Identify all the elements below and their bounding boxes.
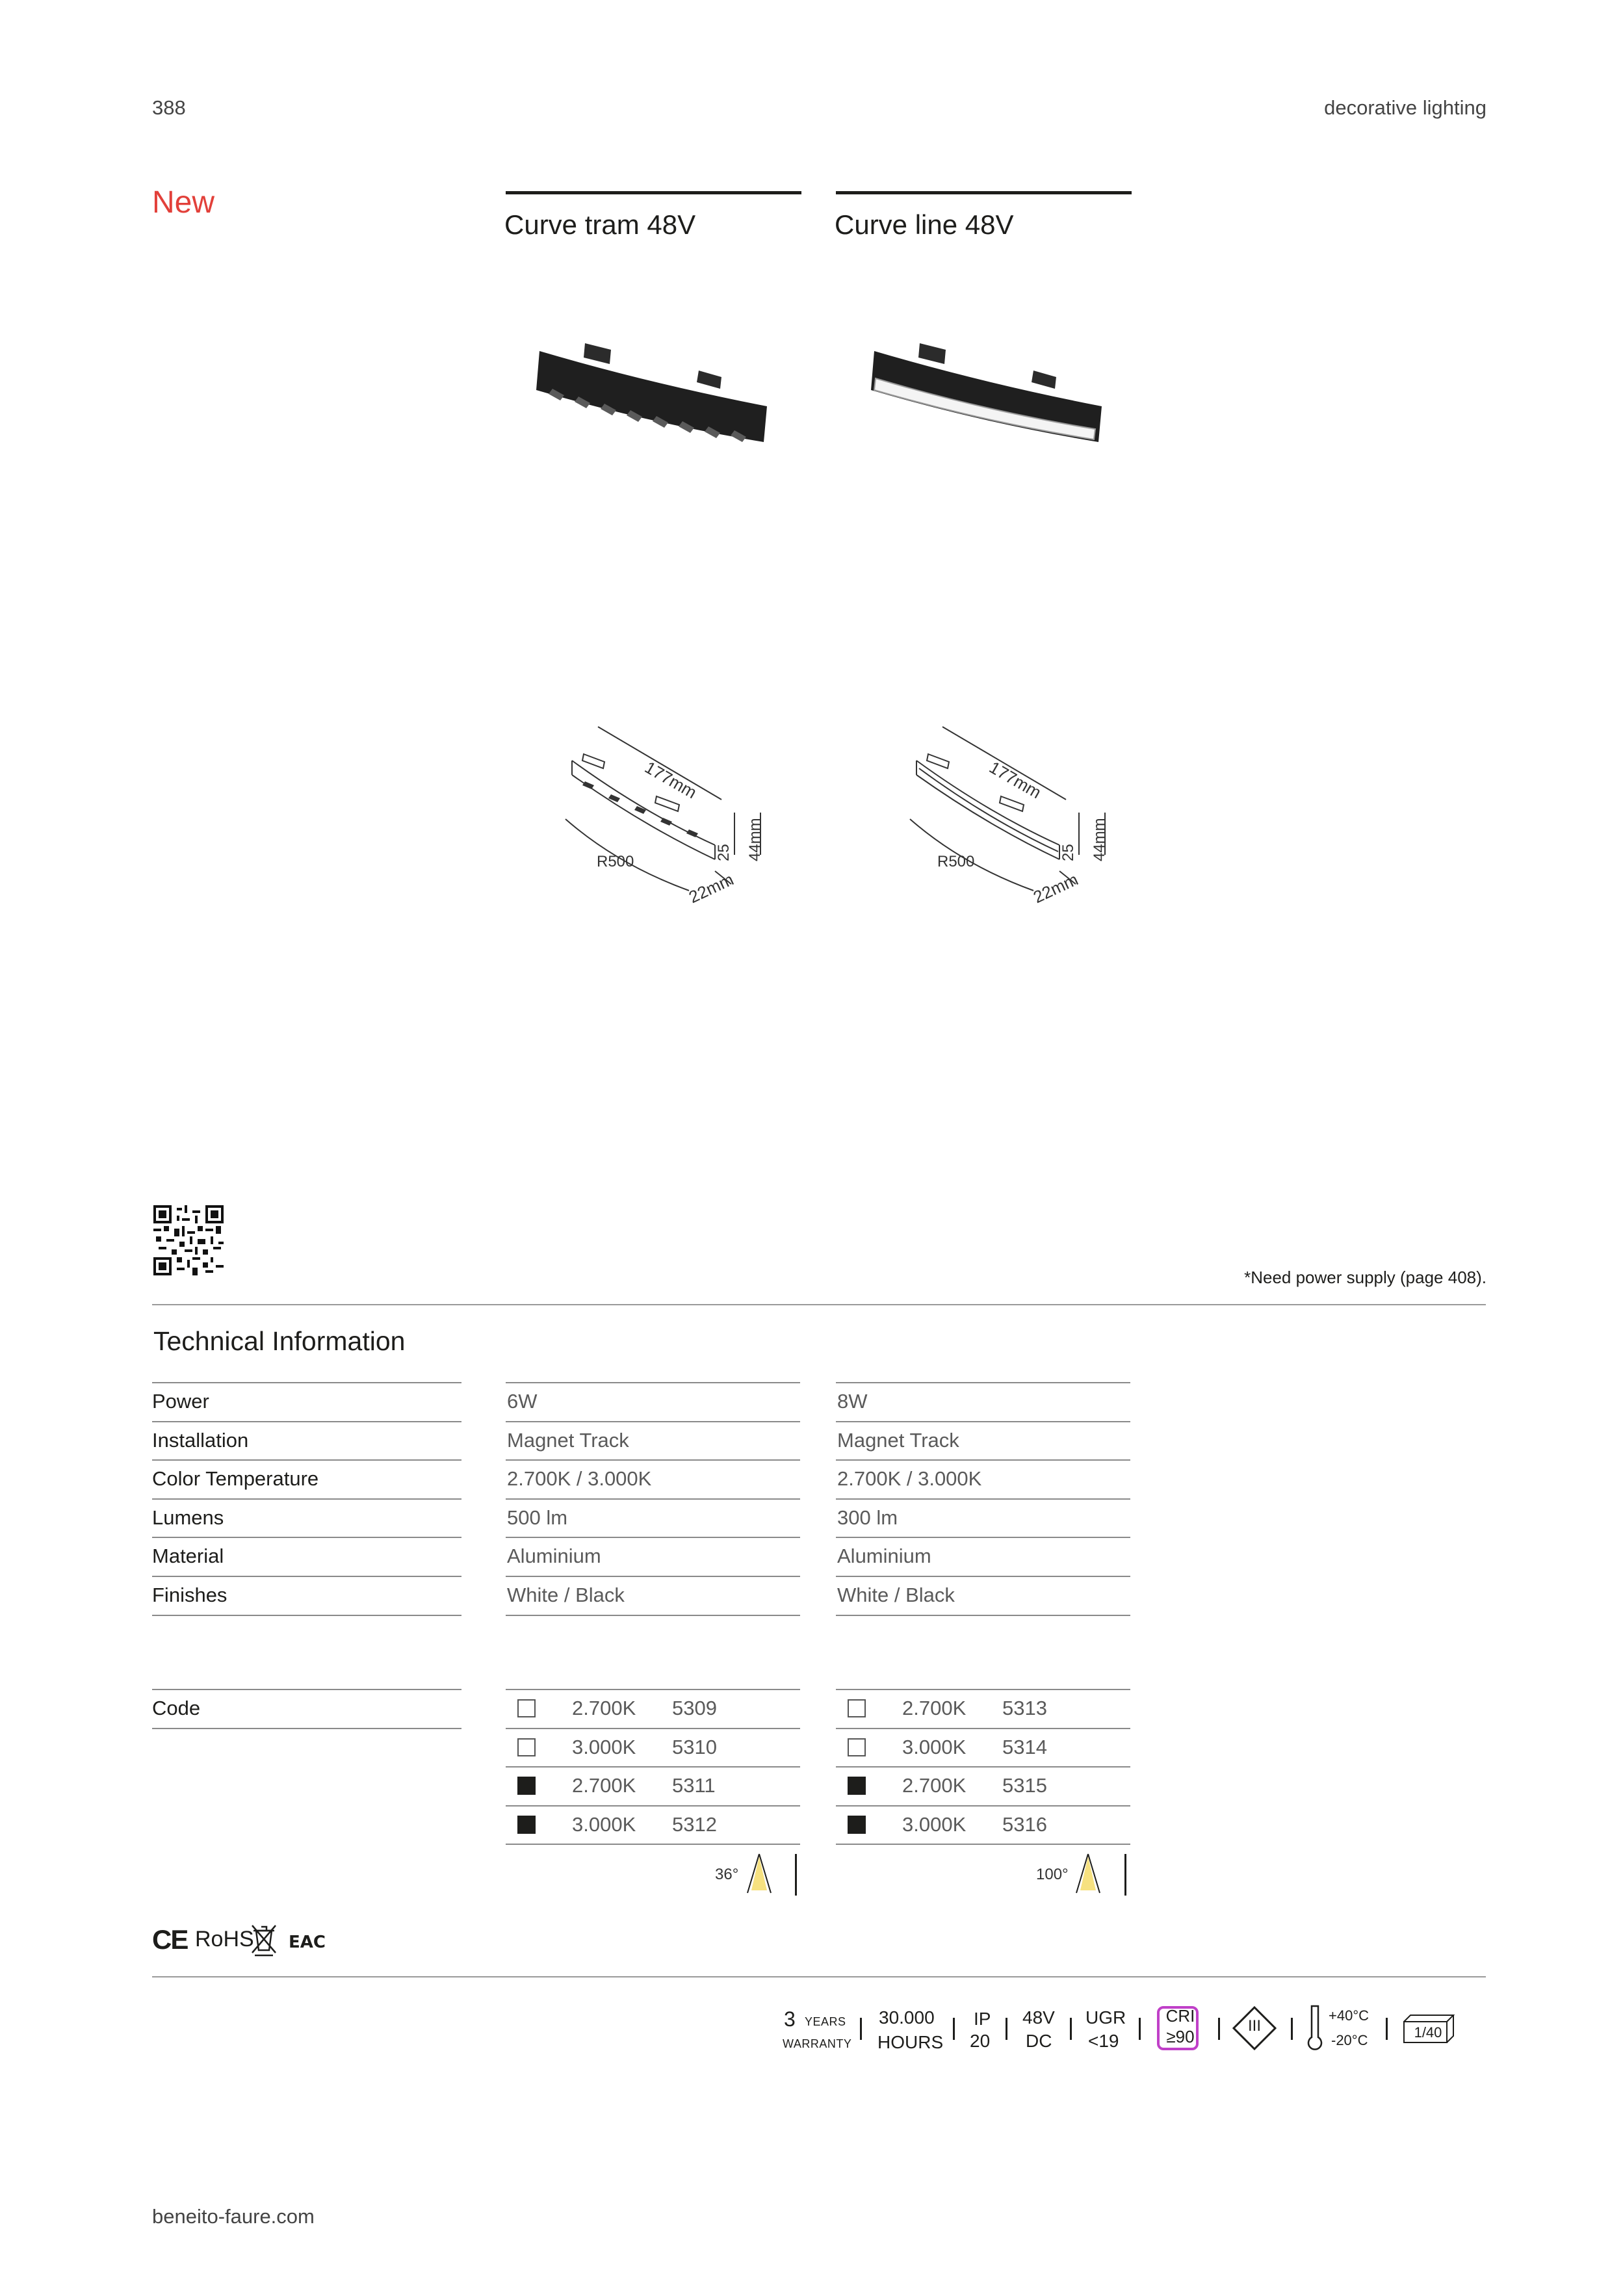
tech-label: Finishes <box>152 1584 227 1606</box>
row-rule <box>836 1689 1130 1690</box>
code-label: Code <box>152 1697 201 1719</box>
badge-separator <box>1070 2018 1072 2040</box>
product-2-height-label: 44mm <box>1091 818 1108 861</box>
product-1-height-label: 44mm <box>746 818 764 861</box>
new-label: New <box>152 185 215 220</box>
code-temperature: 3.000K <box>572 1812 636 1836</box>
product-1-dimension-drawing <box>559 722 780 904</box>
product-1-height-small-label: 25 <box>715 844 733 861</box>
technical-title: Technical Information <box>153 1326 406 1356</box>
badge-separator <box>1291 2018 1293 2040</box>
page-number: 388 <box>152 96 186 119</box>
code-number: 5315 <box>1002 1774 1047 1797</box>
code-number: 5309 <box>672 1697 717 1719</box>
qr-code[interactable] <box>153 1205 224 1275</box>
finish-black-swatch[interactable] <box>517 1777 536 1795</box>
product-1-radius-label: R500 <box>597 853 634 870</box>
tech-value: Aluminium <box>837 1545 931 1568</box>
row-rule <box>506 1689 800 1690</box>
svg-text:EAC: EAC <box>289 1933 326 1952</box>
beam-bar-2 <box>1124 1854 1126 1896</box>
product-1-photo <box>526 338 773 449</box>
tech-value: White / Black <box>507 1584 625 1606</box>
tech-label: Color Temperature <box>152 1467 319 1491</box>
class-label: III <box>1247 2017 1261 2035</box>
ip-label: IP <box>974 2009 991 2029</box>
product-2-dimension-drawing <box>903 722 1124 904</box>
code-number: 5311 <box>672 1774 716 1797</box>
warranty-years: YEARS <box>805 2015 846 2028</box>
product-1-depth-label: 22mm <box>686 869 737 907</box>
badge-separator <box>1386 2018 1388 2040</box>
product-2-photo <box>861 338 1108 449</box>
tech-value: 2.700K / 3.000K <box>837 1467 982 1491</box>
pack-quantity: 1/40 <box>1414 2024 1442 2041</box>
section-title: decorative lighting <box>1324 96 1487 119</box>
code-temperature: 3.000K <box>902 1812 967 1836</box>
finish-white-swatch[interactable] <box>848 1699 866 1717</box>
beam-angle-1: 36° <box>715 1866 739 1883</box>
cri-label: CRI <box>1165 2006 1195 2026</box>
ugr-value: <19 <box>1088 2031 1119 2051</box>
badge-separator <box>1218 2018 1220 2040</box>
row-rule <box>836 1766 1130 1768</box>
hours-number: 30.000 <box>879 2007 935 2028</box>
row-rule <box>836 1805 1130 1807</box>
tech-value: 6W <box>507 1390 538 1413</box>
tech-value: Magnet Track <box>507 1428 629 1452</box>
finish-white-swatch[interactable] <box>517 1699 536 1717</box>
badge-separator <box>1006 2018 1007 2040</box>
code-number: 5316 <box>1002 1812 1047 1836</box>
beam-bar-1 <box>795 1854 797 1896</box>
tech-value: 500 lm <box>507 1506 568 1529</box>
row-rule <box>506 1728 800 1729</box>
tech-label: Installation <box>152 1428 249 1452</box>
rohs-mark: RoHS <box>195 1927 254 1951</box>
row-rule <box>836 1615 1130 1616</box>
code-temperature: 2.700K <box>902 1774 967 1797</box>
row-rule <box>506 1766 800 1768</box>
tech-value: White / Black <box>837 1584 955 1606</box>
tech-label: Power <box>152 1390 209 1413</box>
tech-value: Magnet Track <box>837 1428 959 1452</box>
beam-angle-2: 100° <box>1036 1866 1069 1883</box>
code-temperature: 3.000K <box>902 1735 967 1758</box>
divider-bottom <box>152 1976 1486 1977</box>
code-number: 5310 <box>672 1735 717 1758</box>
finish-black-swatch[interactable] <box>848 1777 866 1795</box>
product-1-rule <box>506 191 801 194</box>
cri-badge <box>1157 2006 1199 2050</box>
hours-label: HOURS <box>877 2032 944 2052</box>
product-2-radius-label: R500 <box>937 853 975 870</box>
row-rule <box>836 1382 1130 1383</box>
finish-white-swatch[interactable] <box>517 1738 536 1756</box>
code-number: 5313 <box>1002 1697 1047 1719</box>
product-2-name: Curve line 48V <box>835 209 1014 240</box>
product-2-length-label: 177mm <box>986 757 1045 803</box>
tech-value: 8W <box>837 1390 868 1413</box>
finish-white-swatch[interactable] <box>848 1738 866 1756</box>
code-number: 5314 <box>1002 1735 1047 1758</box>
beam-icon-1 <box>745 1853 773 1896</box>
tech-value: Aluminium <box>507 1545 601 1568</box>
code-temperature: 2.700K <box>902 1697 967 1719</box>
beam-icon-2 <box>1074 1853 1102 1896</box>
badge-separator <box>953 2018 955 2040</box>
divider-top <box>152 1304 1486 1305</box>
ugr-label: UGR <box>1085 2007 1126 2028</box>
weee-bin-icon <box>250 1923 278 1958</box>
tech-label: Material <box>152 1545 224 1568</box>
ce-mark: CE <box>152 1924 188 1955</box>
finish-black-swatch[interactable] <box>848 1816 866 1834</box>
tech-value: 2.700K / 3.000K <box>507 1467 652 1491</box>
code-temperature: 2.700K <box>572 1697 636 1719</box>
code-number: 5312 <box>672 1812 717 1836</box>
thermometer-icon <box>1306 2003 1323 2052</box>
warranty-label: WARRANTY <box>783 2037 852 2050</box>
current-label: DC <box>1026 2031 1052 2051</box>
warranty-number: 3 <box>784 2007 796 2031</box>
footer-url[interactable]: beneito-faure.com <box>152 2205 315 2228</box>
row-rule <box>506 1382 800 1383</box>
product-1-name: Curve tram 48V <box>504 209 696 240</box>
row-rule <box>506 1844 800 1845</box>
row-rule <box>506 1615 800 1616</box>
badge-separator <box>860 2018 862 2040</box>
product-2-depth-label: 22mm <box>1030 869 1082 907</box>
product-2-height-small-label: 25 <box>1059 844 1077 861</box>
product-1-length-label: 177mm <box>642 757 701 803</box>
tech-label: Lumens <box>152 1506 224 1529</box>
finish-black-swatch[interactable] <box>517 1816 536 1834</box>
code-temperature: 2.700K <box>572 1774 636 1797</box>
voltage-label: 48V <box>1022 2007 1055 2028</box>
row-rule <box>152 1615 461 1616</box>
temp-min: -20°C <box>1331 2032 1368 2048</box>
row-rule <box>836 1844 1130 1845</box>
ip-value: 20 <box>970 2031 991 2051</box>
power-supply-note: *Need power supply (page 408). <box>1244 1268 1487 1287</box>
temp-max: +40°C <box>1329 2007 1370 2024</box>
cri-value: ≥90 <box>1166 2027 1195 2046</box>
row-rule <box>506 1805 800 1807</box>
row-rule <box>836 1728 1130 1729</box>
badge-separator <box>1139 2018 1141 2040</box>
code-temperature: 3.000K <box>572 1735 636 1758</box>
tech-value: 300 lm <box>837 1506 898 1529</box>
product-2-rule <box>836 191 1132 194</box>
eac-mark-icon <box>286 1925 326 1954</box>
